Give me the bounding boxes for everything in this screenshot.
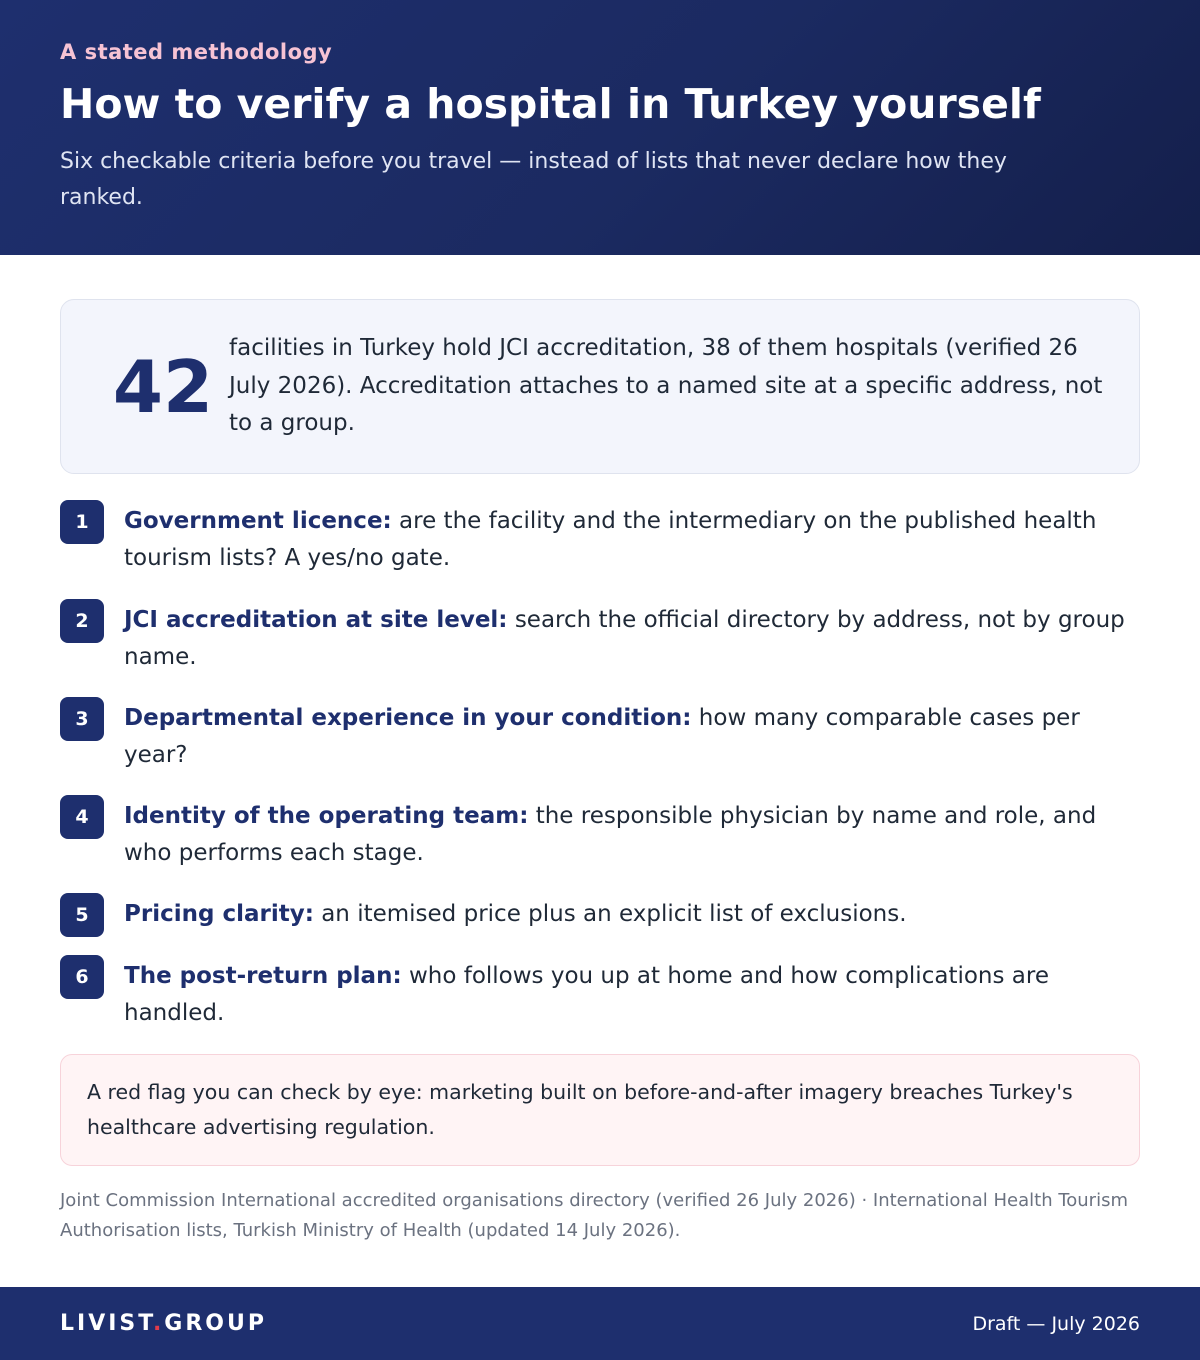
stat-description: facilities in Turkey hold JCI accreditation, 38 of them hospitals (verified 26 July 2026). Accreditation attaches to a named site at a specific address, not to a group. [229, 335, 1103, 437]
jci-stat-card [60, 299, 1140, 474]
criterion-text [124, 602, 1140, 676]
criterion-number-badge: 3 [60, 697, 104, 741]
page-subtitle: Six checkable criteria before you travel — instead of lists that never declare how they ranked. [60, 149, 1007, 210]
stat-number: 42 [112, 344, 214, 429]
hero-header [0, 0, 1200, 255]
brand-dot: . [152, 1311, 165, 1336]
sources-note: Joint Commission International accredited organisations directory (verified 26 July 2026) · International Health Tourism Authorisation lists, Turkish Ministry of Health (updated 14 July 2026). [60, 1190, 1128, 1241]
brand-logo [60, 1311, 267, 1336]
criterion-number-badge: 2 [60, 599, 104, 643]
criterion-number-badge: 1 [60, 500, 104, 544]
page-footer [0, 1287, 1200, 1360]
red-flag-callout: A red flag you can check by eye: marketing built on before-and-after imagery breaches Turkey's healthcare advertising regulation. [60, 1054, 1140, 1166]
criterion-number-badge: 5 [60, 893, 104, 937]
criterion-text [124, 503, 1140, 577]
criterion-text [124, 958, 1140, 1032]
criterion-label: Identity of the operating team: [124, 803, 529, 829]
criterion-label: Pricing clarity: [124, 901, 314, 927]
criterion-detail: search the official directory by address, not by group name. [124, 607, 1125, 670]
brand-name-first: LIVIST [60, 1311, 153, 1336]
draft-date: Draft — July 2026 [972, 1312, 1140, 1335]
criterion-detail: who follows you up at home and how complications are handled. [124, 963, 1049, 1026]
criterion-text [124, 798, 1140, 872]
criterion-detail: an itemised price plus an explicit list of exclusions. [313, 901, 907, 927]
eyebrow-label: A stated methodology [60, 40, 333, 64]
page-title: How to verify a hospital in Turkey yourself [60, 80, 1041, 128]
criterion-detail: how many comparable cases per year? [124, 705, 1080, 768]
criterion-label: Departmental experience in your condition: [124, 705, 692, 731]
criterion-number-badge: 4 [60, 795, 104, 839]
criterion-label: The post-return plan: [124, 963, 402, 989]
criterion-text [124, 896, 1140, 933]
criterion-text [124, 700, 1140, 774]
brand-name-second: GROUP [164, 1311, 267, 1336]
criterion-number-badge: 6 [60, 955, 104, 999]
criterion-label: JCI accreditation at site level: [124, 607, 508, 633]
criterion-label: Government licence: [124, 508, 392, 534]
criterion-detail: the responsible physician by name and role, and who performs each stage. [124, 803, 1097, 866]
criterion-detail: are the facility and the intermediary on the published health tourism lists? A yes/no gate. [124, 508, 1097, 571]
